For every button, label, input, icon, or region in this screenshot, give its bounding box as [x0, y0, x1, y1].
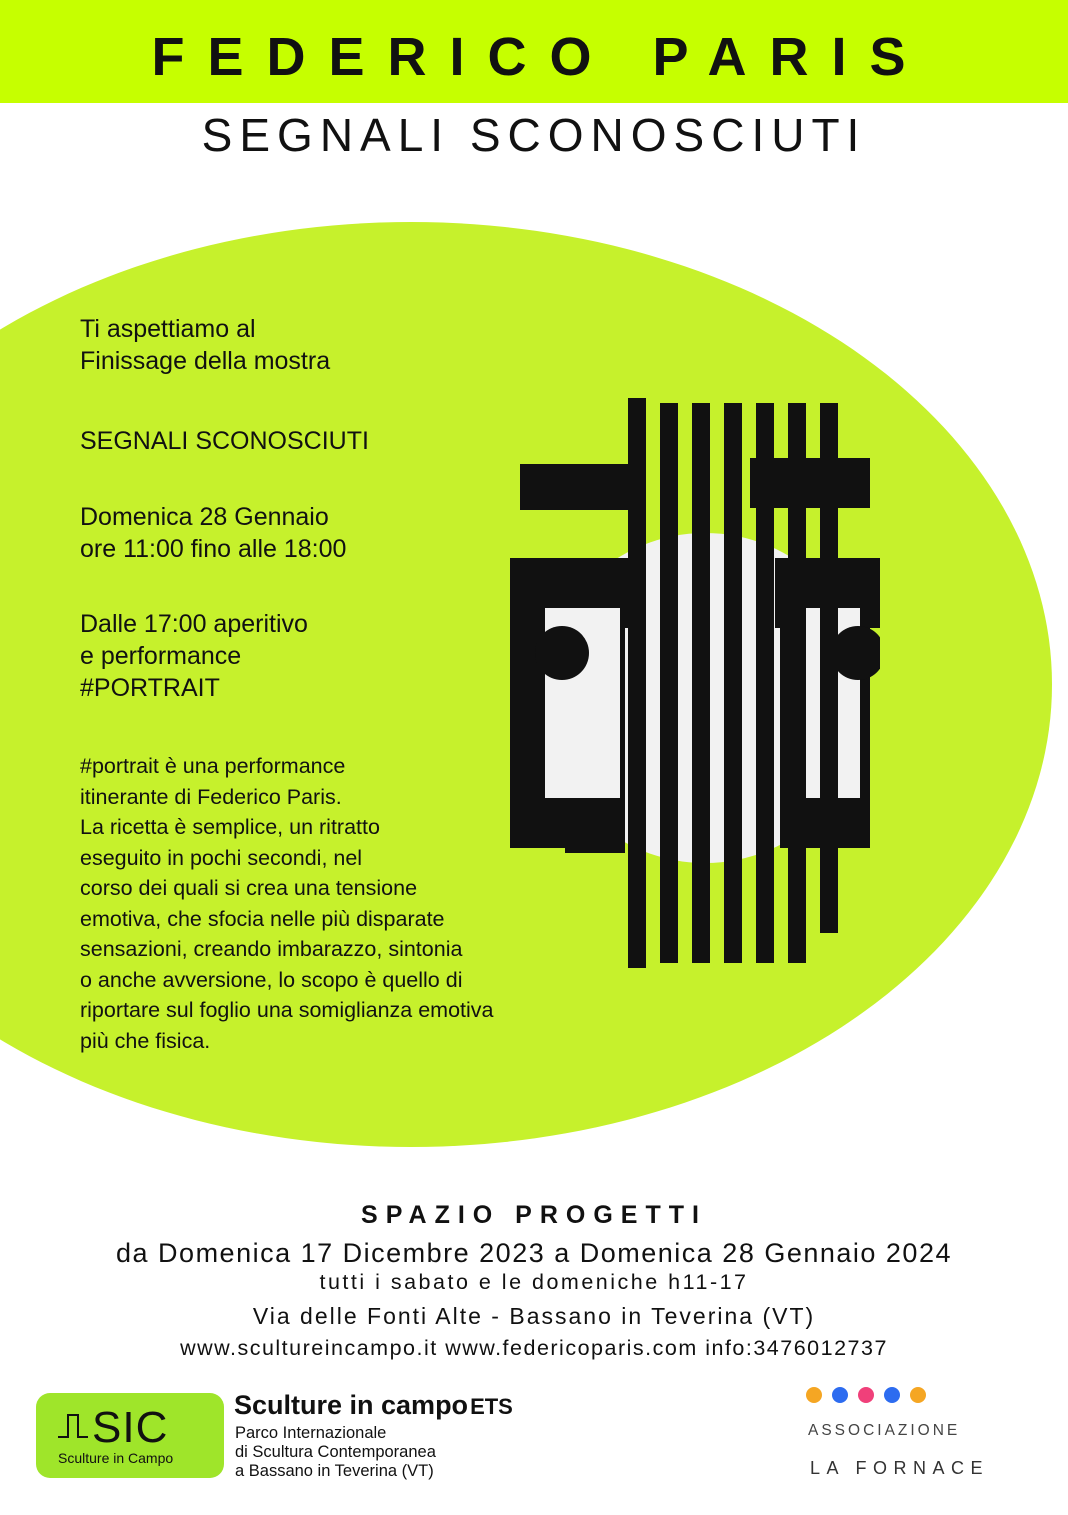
contact-links: www.scultureincampo.it www.federicoparis.com info:3476012737	[180, 1336, 888, 1360]
sic-logo	[36, 1393, 224, 1478]
sic-line-2: di Scultura Contemporanea	[235, 1443, 436, 1461]
invite-aperitivo: Dalle 17:00 aperitivo e performance #PORTRAIT	[80, 610, 308, 702]
sic-name	[234, 1390, 513, 1421]
sculpture-artwork-icon	[510, 398, 880, 978]
venue-name: SPAZIO PROGETTI	[361, 1201, 707, 1229]
invite-date: Domenica 28 Gennaio ore 11:00 fino alle 18:00	[80, 503, 347, 563]
sic-line-3: a Bassano in Teverina (VT)	[235, 1462, 434, 1480]
sic-logo-text: SIC	[92, 1403, 169, 1452]
dot-3-icon	[858, 1387, 874, 1403]
fornace-line-2: LA FORNACE	[810, 1458, 990, 1478]
opening-hours: tutti i sabato e le domeniche h11-17	[319, 1270, 749, 1294]
dot-5-icon	[910, 1387, 926, 1403]
artist-name: FEDERICO PARIS	[151, 27, 929, 87]
dot-2-icon	[832, 1387, 848, 1403]
performance-description: #portrait è una performance itinerante di Federico Paris. La ricetta è semplice, un ritratto eseguito in pochi secondi, nel corso dei quali si crea una tensione emotiva, che sfocia nelle più disparate sensazioni, creando imbarazzo, sintonia o anche avversione, lo scopo è quello di riportare sul foglio una somiglianza emotiva più che fisica.	[80, 754, 494, 1053]
sic-name-text: Sculture in campo	[234, 1390, 469, 1420]
dot-1-icon	[806, 1387, 822, 1403]
invite-exhibition: SEGNALI SCONOSCIUTI	[80, 427, 369, 455]
sic-suffix: ETS	[470, 1394, 513, 1419]
exhibition-dates: da Domenica 17 Dicembre 2023 a Domenica 28 Gennaio 2024	[116, 1238, 952, 1268]
fornace-line-1: ASSOCIAZIONE	[808, 1422, 961, 1439]
invite-intro: Ti aspettiamo al Finissage della mostra	[80, 315, 331, 375]
dot-4-icon	[884, 1387, 900, 1403]
sic-line-1: Parco Internazionale	[235, 1424, 387, 1442]
exhibition-title: SEGNALI SCONOSCIUTI	[201, 109, 867, 161]
venue-address: Via delle Fonti Alte - Bassano in Teverina (VT)	[252, 1303, 816, 1329]
sic-logo-caption: Sculture in Campo	[58, 1450, 174, 1466]
